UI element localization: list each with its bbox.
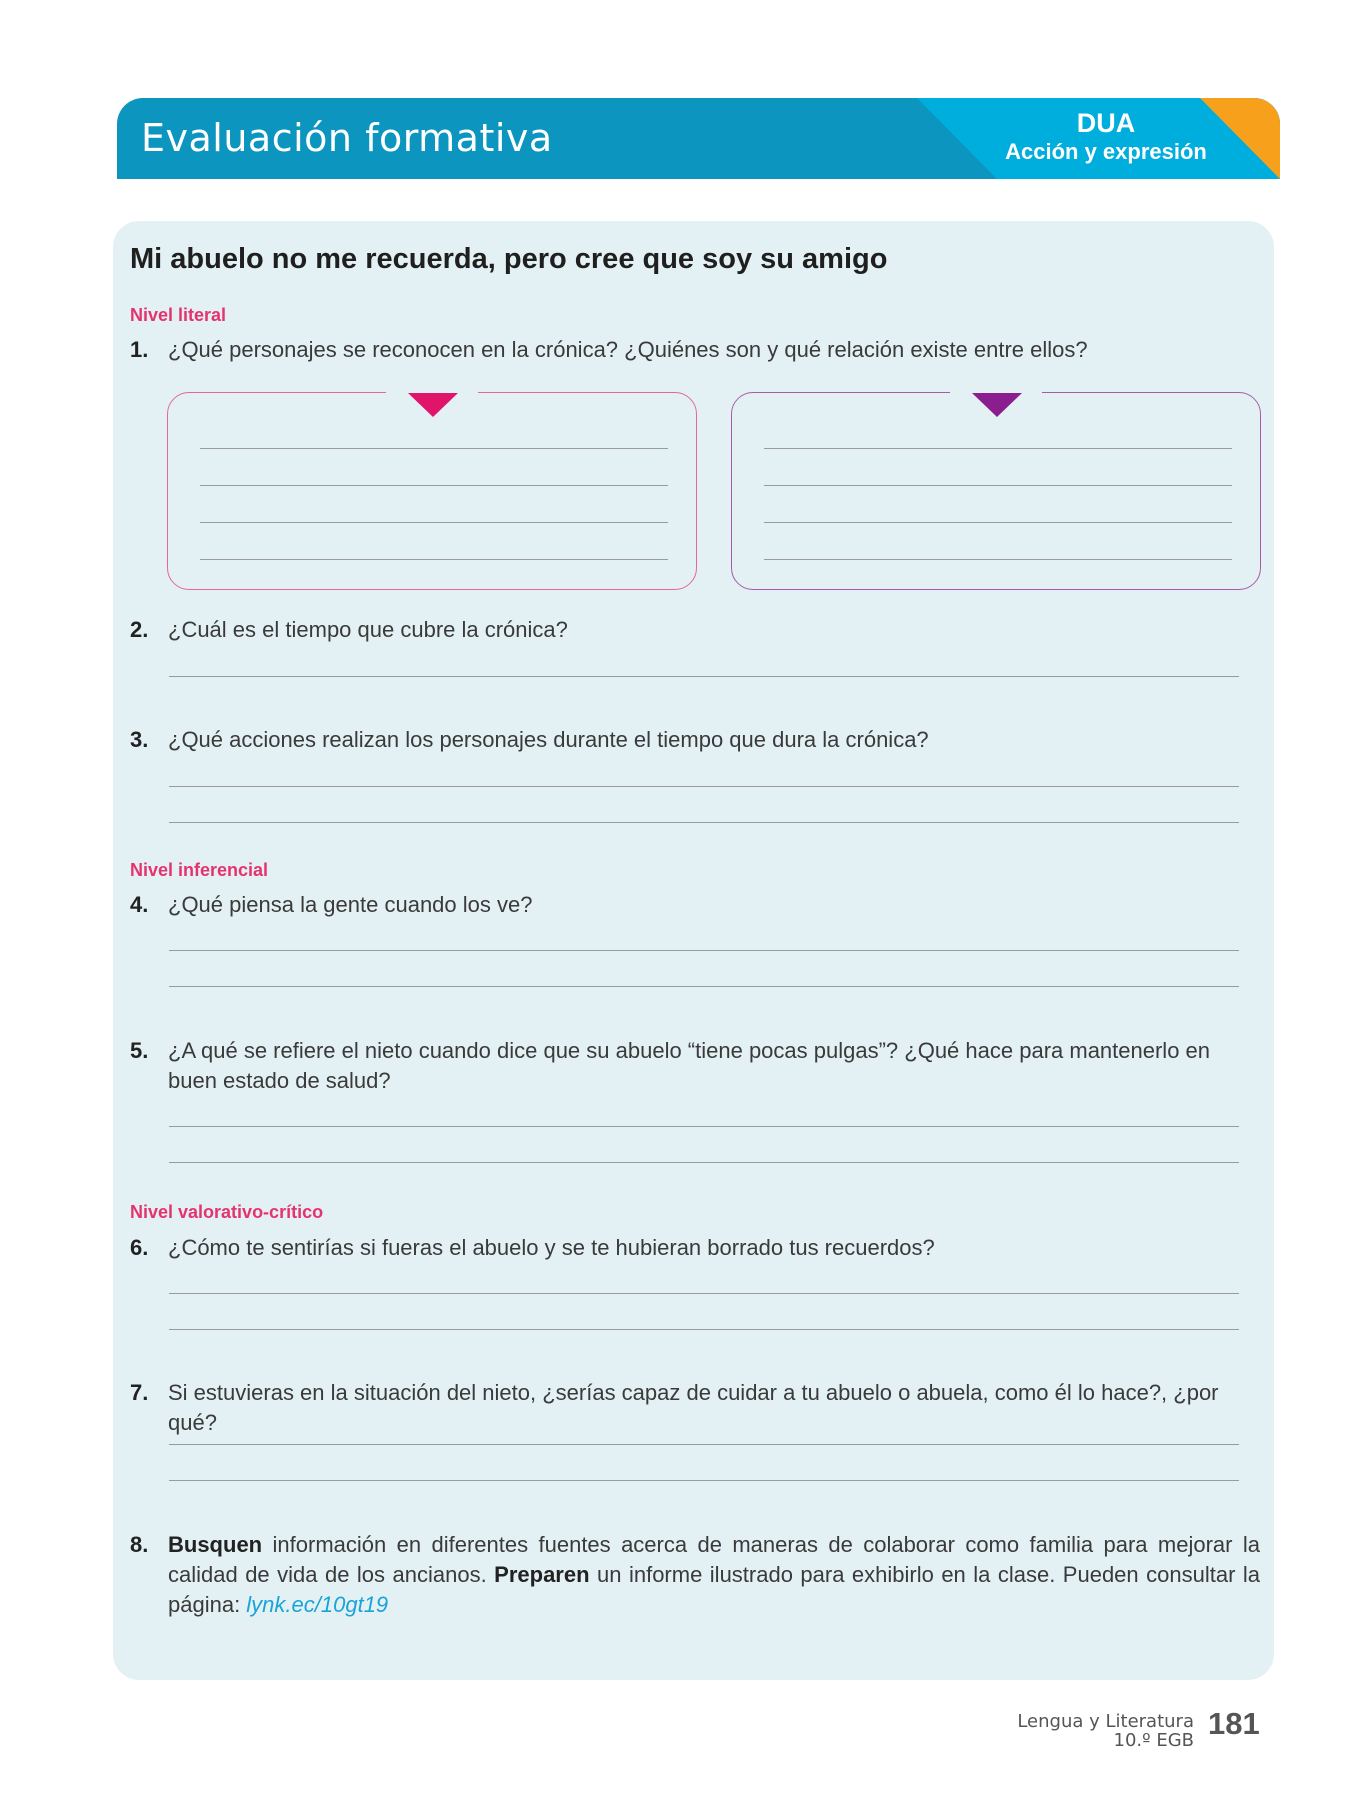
level-literal: Nivel literal <box>130 305 227 325</box>
answer-line[interactable] <box>169 986 1239 987</box>
answer-line[interactable] <box>200 485 668 486</box>
answer-line[interactable] <box>169 1480 1239 1481</box>
question-number: 8. <box>130 1532 149 1557</box>
question-8 <box>130 1530 1260 1620</box>
pointer-triangle-icon <box>972 393 1022 417</box>
question-text: ¿Qué personajes se reconocen en la crónica? ¿Quiénes son y qué relación existe entre ellos? <box>168 337 1088 362</box>
answer-line[interactable] <box>764 522 1232 523</box>
resource-link[interactable]: lynk.ec/10gt19 <box>246 1592 389 1617</box>
answer-line[interactable] <box>200 559 668 560</box>
question-6 <box>130 1233 1260 1263</box>
answer-box-right[interactable] <box>731 392 1261 590</box>
activity-title: Mi abuelo no me recuerda, pero cree que soy su amigo <box>130 243 888 275</box>
dua-badge <box>996 108 1216 166</box>
grade-label: 10.º EGB <box>1113 1730 1194 1751</box>
instruction-verb: Preparen <box>494 1562 590 1587</box>
pointer-triangle-icon <box>408 393 458 417</box>
question-text: ¿Cómo te sentirías si fueras el abuelo y se te hubieran borrado tus recuerdos? <box>168 1235 935 1260</box>
question-4 <box>130 890 1260 920</box>
answer-line[interactable] <box>169 950 1239 951</box>
instruction-verb: Busquen <box>168 1532 263 1557</box>
question-text-part: un informe ilustrado para exhibirlo en la clase. Pueden consultar la página: <box>168 1562 1260 1617</box>
question-text: Si estuvieras en la situación del nieto, ¿serías capaz de cuidar a tu abuelo o abuela, como él lo hace?, ¿por qué? <box>168 1380 1219 1435</box>
answer-line[interactable] <box>169 786 1239 787</box>
question-text <box>168 1530 1260 1620</box>
question-3 <box>130 725 1260 755</box>
question-number: 3. <box>130 727 149 752</box>
answer-line[interactable] <box>764 485 1232 486</box>
question-number: 7. <box>130 1380 149 1405</box>
section-title: Evaluación formativa <box>141 116 553 160</box>
question-2 <box>130 615 1260 645</box>
answer-line[interactable] <box>169 1162 1239 1163</box>
level-inferencial: Nivel inferencial <box>130 860 269 880</box>
question-7 <box>130 1378 1260 1438</box>
question-text: ¿Qué acciones realizan los personajes durante el tiempo que dura la crónica? <box>168 727 929 752</box>
question-number: 5. <box>130 1038 149 1063</box>
answer-line[interactable] <box>200 448 668 449</box>
subject-label: Lengua y Literatura <box>1017 1711 1194 1732</box>
answer-line[interactable] <box>764 448 1232 449</box>
answer-line[interactable] <box>200 522 668 523</box>
footer-subject <box>1017 1712 1194 1750</box>
answer-box-left[interactable] <box>167 392 697 590</box>
question-text: ¿Cuál es el tiempo que cubre la crónica? <box>168 617 568 642</box>
question-number: 2. <box>130 617 149 642</box>
dua-label: DUA <box>1076 108 1136 138</box>
question-number: 1. <box>130 337 149 362</box>
question-number: 4. <box>130 892 149 917</box>
question-text: ¿Qué piensa la gente cuando los ve? <box>168 892 533 917</box>
question-number: 6. <box>130 1235 149 1260</box>
answer-line[interactable] <box>169 1126 1239 1127</box>
answer-line[interactable] <box>169 1329 1239 1330</box>
question-5 <box>130 1036 1260 1096</box>
dua-subtitle: Acción y expresión <box>1005 139 1207 164</box>
page-number: 181 <box>1208 1706 1260 1741</box>
section-header <box>117 98 1280 179</box>
answer-line[interactable] <box>169 676 1239 677</box>
answer-line[interactable] <box>169 1293 1239 1294</box>
answer-line[interactable] <box>169 1444 1239 1445</box>
question-text-part: información en diferentes fuentes acerca de maneras de colaborar como familia para mejorar la calidad de vida de los ancianos. <box>168 1532 1260 1587</box>
question-1 <box>130 335 1260 365</box>
answer-line[interactable] <box>169 822 1239 823</box>
question-text: ¿A qué se refiere el nieto cuando dice que su abuelo “tiene pocas pulgas”? ¿Qué hace para mantenerlo en buen estado de salud? <box>168 1038 1211 1093</box>
level-valorativo: Nivel valorativo-crítico <box>130 1202 324 1222</box>
answer-line[interactable] <box>764 559 1232 560</box>
